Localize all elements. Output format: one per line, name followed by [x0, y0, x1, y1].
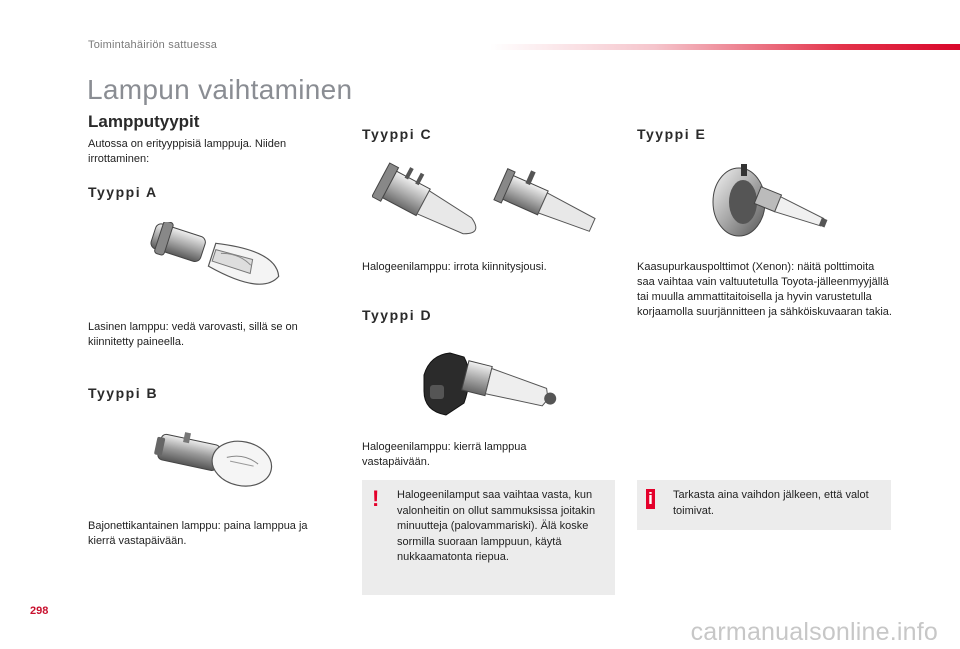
page-number: 298 [30, 605, 49, 617]
type-a-bulb-image [140, 222, 290, 302]
type-c-bulb-image [372, 162, 612, 254]
type-e-text: Kaasupurkauspolttimot (Xenon): näitä polttimoita saa vaihtaa vain valtuutetulla Toyota-jälleenmyyjällä tai muulla ammattitaitoisella ja hyvin varustetulla korjaamolla suurjännitteen ja sähköiskuvaaran takia. [637, 261, 892, 318]
type-d-title: Tyyppi D [362, 307, 433, 323]
header-accent-bar [490, 44, 960, 50]
type-a-text: Lasinen lamppu: vedä varovasti, sillä se on kiinnitetty paineella. [88, 321, 298, 348]
type-e-bulb-image [707, 158, 837, 250]
type-b-title: Tyyppi B [88, 385, 159, 401]
page-title: Lampun vaihtaminen [87, 74, 353, 105]
type-e-title: Tyyppi E [637, 126, 707, 142]
type-b-text: Bajonettikantainen lamppu: paina lamppua ja kierrä vastapäivään. [88, 520, 308, 547]
warning-icon: ! [372, 486, 380, 511]
watermark: carmanualsonline.info [690, 618, 938, 646]
warning-text: Halogeenilamput saa vaihtaa vasta, kun valonheitin on ollut sammuksissa joitakin minuutteja (palovammariski). Älä koske sormilla suoraan lamppuun, käytä nukkaamatonta riepua. [397, 489, 596, 563]
type-c-title: Tyyppi C [362, 126, 433, 142]
warning-note [362, 480, 615, 595]
info-icon: i [646, 489, 655, 509]
info-text: Tarkasta aina vaihdon jälkeen, että valot toimivat. [673, 489, 869, 517]
subtitle: Lampputyypit [88, 112, 200, 131]
type-a-title: Tyyppi A [88, 184, 158, 200]
intro-text: Autossa on erityyppisiä lamppuja. Niiden irrottaminen: [88, 138, 287, 165]
type-d-text: Halogeenilamppu: kierrä lamppua vastapäivään. [362, 441, 527, 468]
type-b-bulb-image [150, 425, 280, 495]
section-label: Toimintahäiriön sattuessa [88, 39, 218, 51]
info-note [637, 480, 891, 530]
type-c-text: Halogeenilamppu: irrota kiinnitysjousi. [362, 261, 547, 273]
type-d-bulb-image [420, 345, 570, 425]
